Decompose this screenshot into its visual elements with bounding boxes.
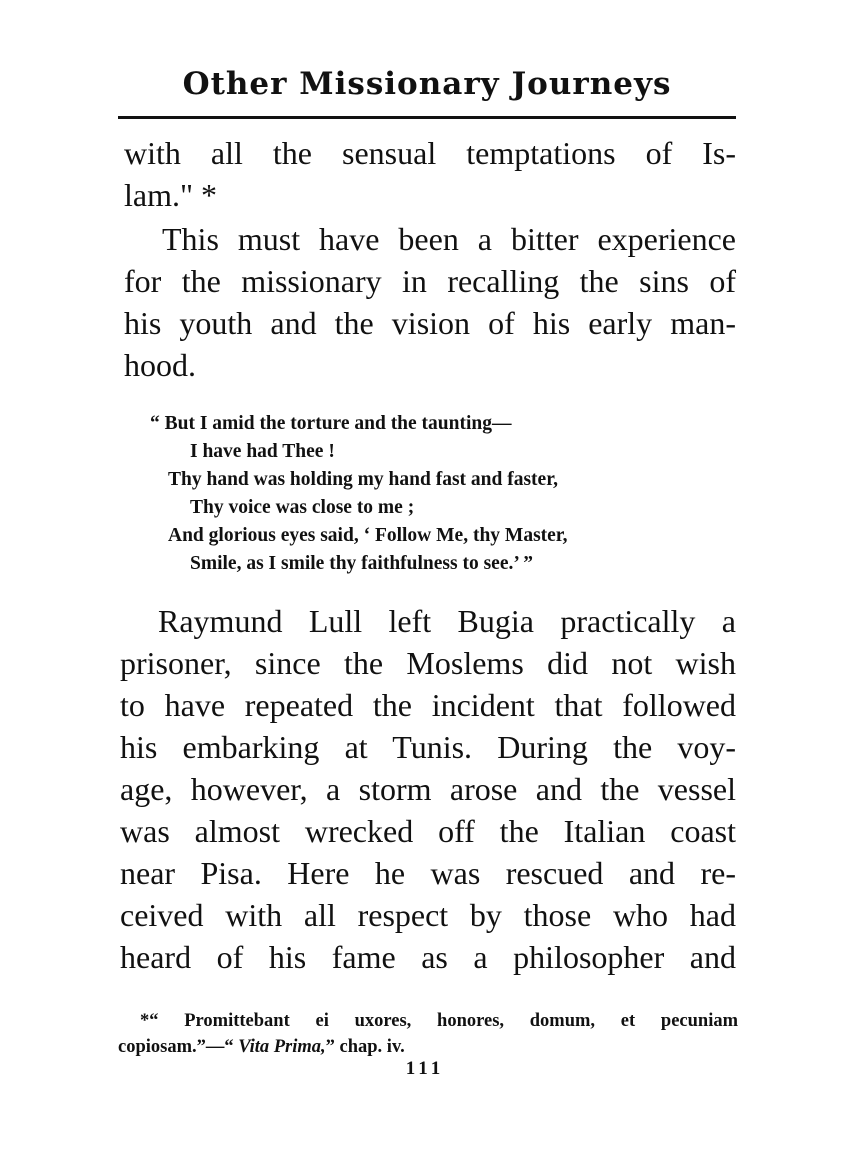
poem-line: Smile, as I smile thy faithfulness to see.’ ” [190, 553, 534, 574]
page-number: 111 [405, 1058, 445, 1079]
footnote [118, 1008, 738, 1060]
footnote-text: copiosam.”—“ [118, 1037, 239, 1057]
text-line: for the missionary in recalling the sins of [124, 263, 736, 299]
text-line: heard of his fame as a philosopher and [120, 939, 736, 975]
text-line: near Pisa. Here he was rescued and re- [120, 855, 736, 891]
paragraph-1 [124, 132, 736, 216]
text-line: his youth and the vision of his early man- [124, 305, 736, 341]
paragraph-2 [124, 218, 736, 386]
poem-line: And glorious eyes said, ‘ Follow Me, thy Master, [168, 525, 568, 546]
text-line: prisoner, since the Moslems did not wish [120, 645, 736, 681]
poem-line: Thy voice was close to me ; [190, 497, 415, 518]
running-header: Other Missionary Journeys [182, 66, 672, 102]
text-line: with all the sensual temptations of Is- [124, 135, 736, 171]
poem-line: “ But I amid the torture and the taunting— [150, 413, 512, 434]
footnote-source-title: Vita Prima, [238, 1037, 326, 1057]
text-line: to have repeated the incident that followed [120, 687, 736, 723]
text-line: age, however, a storm arose and the vessel [120, 771, 736, 807]
text-line: This must have been a bitter experience [162, 221, 736, 257]
text-line: hood. [124, 347, 196, 383]
text-line: lam." * [124, 177, 218, 213]
text-line: ceived with all respect by those who had [120, 897, 736, 933]
header-rule [118, 116, 736, 119]
text-line: was almost wrecked off the Italian coast [120, 813, 736, 849]
paragraph-3 [120, 600, 736, 978]
poem-quote [150, 410, 568, 578]
footnote-line: *“ Promittebant ei uxores, honores, domum, et pecuniam [140, 1011, 738, 1031]
text-line: his embarking at Tunis. During the voy- [120, 729, 736, 765]
poem-line: I have had Thee ! [190, 441, 335, 462]
footnote-line [118, 1034, 738, 1060]
footnote-text: ” chap. iv. [325, 1037, 405, 1057]
poem-line: Thy hand was holding my hand fast and faster, [168, 469, 558, 490]
text-line: Raymund Lull left Bugia practically a [158, 603, 736, 639]
